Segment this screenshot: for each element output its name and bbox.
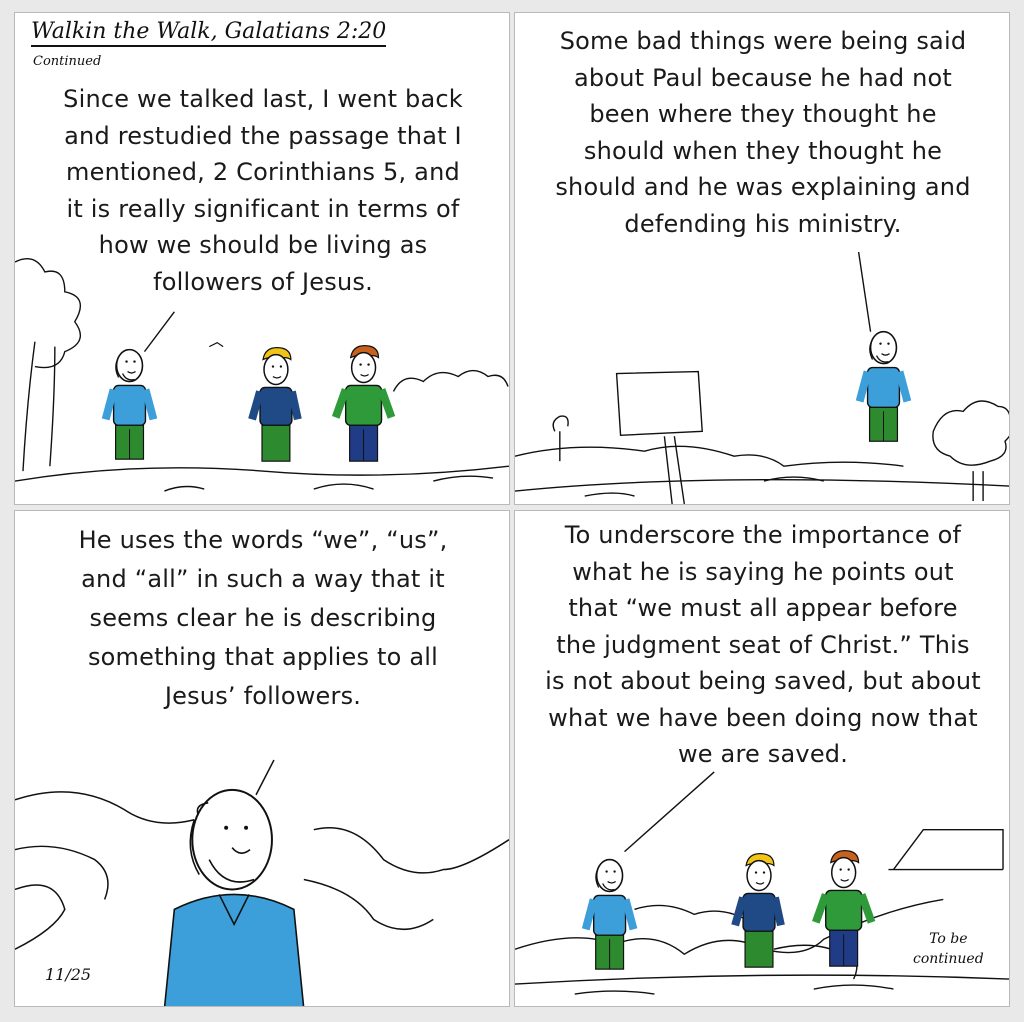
caption-line: what we have been doing now that [548,703,978,732]
caption-line: been where they thought he [589,100,937,128]
panel-4-caption [515,517,1010,773]
caption-line: about Paul because he had not [574,63,952,92]
caption-line: it is really significant in terms of [66,194,460,223]
panel-2 [514,12,1010,505]
to-be-continued [913,929,984,969]
caption-line: we are saved. [677,740,849,768]
page-number: 11/25 [45,965,92,984]
panel-3 [14,510,510,1007]
caption-line: seems clear he is describing [89,604,437,632]
caption-line: To underscore the importance of [564,521,962,549]
to-be-continued-line: continued [913,951,984,967]
to-be-continued-line: To be [929,931,968,947]
caption-line: how we should be living as [98,231,428,259]
panel-4 [514,510,1010,1007]
panel-1 [14,12,510,505]
caption-line: that “we must all appear before [568,594,958,622]
caption-line: should and he was explaining and [555,173,971,201]
caption-line: should when they thought he [583,136,943,165]
caption-line: and “all” in such a way that it [81,565,445,593]
caption-line: He uses the words “we”, “us”, [78,526,448,554]
caption-line: Jesus’ followers. [164,682,362,710]
caption-line: what he is saying he points out [572,557,954,586]
panel-2-caption [515,23,1010,242]
caption-line: mentioned, 2 Corinthians 5, and [66,158,460,186]
caption-line: Some bad things were being said [559,27,967,55]
caption-line: and restudied the passage that I [64,121,462,150]
panel-1-caption [15,81,510,300]
comic-title: Walkin the Walk, Galatians 2:20 [31,19,386,47]
caption-line: followers of Jesus. [153,267,373,296]
comic-subtitle: Continued [33,54,102,69]
caption-line: is not about being saved, but about [545,667,981,695]
caption-line: the judgment seat of Christ.” This [556,630,970,659]
caption-line: something that applies to all [87,643,439,671]
caption-line: Since we talked last, I went back [63,85,463,113]
panel-3-caption [15,521,510,716]
caption-line: defending his ministry. [624,209,902,238]
